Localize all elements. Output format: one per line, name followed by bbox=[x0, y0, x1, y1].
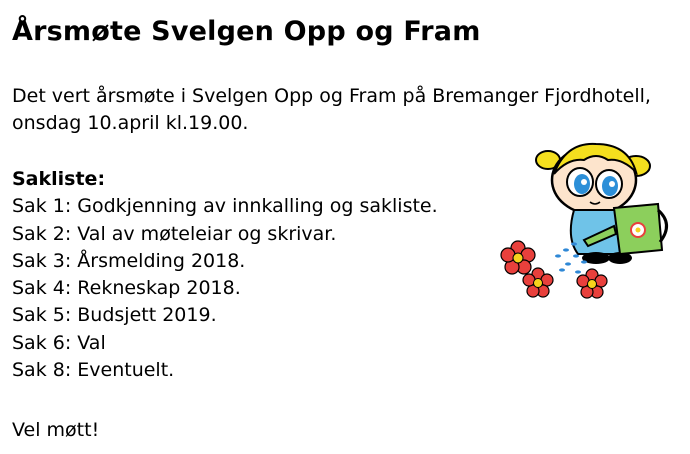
agenda-item: Sak 3: Årsmelding 2018. bbox=[12, 249, 246, 272]
agenda bbox=[12, 166, 438, 384]
agenda-heading: Sakliste: bbox=[12, 168, 106, 190]
girl-watering-flowers-illustration bbox=[496, 138, 680, 308]
agenda-item: Sak 5: Budsjett 2019. bbox=[12, 304, 217, 327]
agenda-item: Sak 6: Val bbox=[12, 331, 106, 354]
agenda-item: Sak 1: Godkjenning av innkalling og sakliste. bbox=[12, 195, 438, 218]
closing-text: Vel møtt! bbox=[12, 419, 100, 441]
agenda-item: Sak 2: Val av møteleiar og skrivar. bbox=[12, 222, 337, 245]
agenda-item: Sak 8: Eventuelt. bbox=[12, 359, 175, 382]
intro-paragraph bbox=[12, 83, 652, 137]
agenda-list bbox=[12, 193, 438, 384]
intro-line-2: onsdag 10.april kl.19.00. bbox=[12, 112, 249, 134]
page-title: Årsmøte Svelgen Opp og Fram bbox=[12, 16, 481, 47]
intro-line-1: Det vert årsmøte i Svelgen Opp og Fram på Bremanger Fjordhotell, bbox=[12, 85, 651, 107]
flower bbox=[501, 241, 535, 274]
flower bbox=[577, 269, 607, 298]
agenda-item: Sak 4: Rekneskap 2018. bbox=[12, 277, 241, 300]
